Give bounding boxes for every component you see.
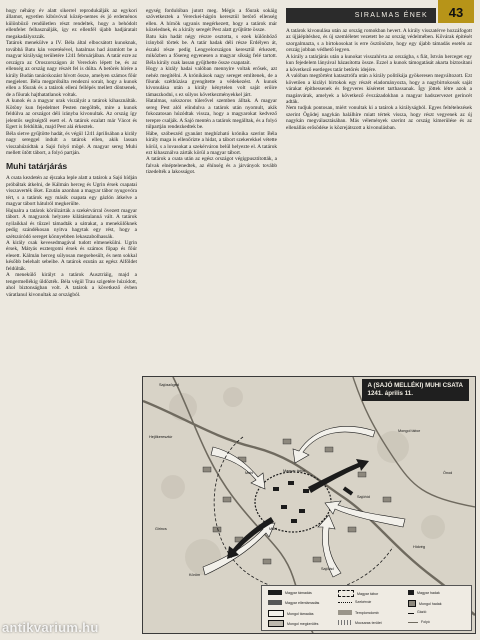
section-heading: Muhi tatárjárás (6, 161, 68, 172)
legend-item: Magyar ellentámadás (268, 600, 319, 605)
col2-paragraph: A tatárok a csata után az egész országot végigpusztították, a falvak elnéptelenedtek, az éhínség és a járványok tovább tizedelték a lakosságot. (146, 156, 277, 176)
col2-paragraph: egység fordulóban jutott meg. Mégis a főurak sokáig szövetkeztek a Vereckei-hágón keresztül betörő ellenség ellen. A hírnök ugyanis megérkezett, hogy a tatárok már közelednek, és a király seregét Pest alatt gyűjtötte össze. (146, 8, 277, 34)
legend-symbol (268, 620, 284, 627)
col1-paragraph: Hajnalra a tatárok körülzárták a szekérvárral övezett magyar tábort. A magyarok helyzete kilátástalanná vált. A tatárok nyilaikkal és tűzzel támadták a sátrakat, a menekülőknek pedig szándékosan nyitva hagytak egy rést, hogy a szétszóródó sereget könnyebben lekaszabolhassák. (6, 207, 137, 240)
place-label: Magyar tábor (283, 469, 306, 473)
col3-paragraph: A tatárok kivonulása után az ország romokban hevert. A király visszatérve hozzáfogott az újjáépítéshez, és új szemléletet vezetett be az ország védelmében. Kővárak építését szorgalmazta, s a birtokosokat is erre ösztönözte, hogy egy újabb támadás esetén az ország jobban védhető legyen. (286, 28, 472, 54)
col1-paragraph: Béla sietve gyűjtötte hadát, és végül 1241 áprilisában a király nagy sereggel indult a tatárok ellen, akik lassan visszahúzódtak a Sajó folyó mögé. A magyar sereg Muhi mellett ütött tábort, a folyó partján. (6, 130, 137, 156)
col1-paragraph: A csata kezdetén az éjszaka leple alatt a tatárok a Sajó hídján próbáltak átkelni, de Kálmán herceg és Ugrin érsek csapatai visszaverték őket. Ezután azonban a magyar tábor nyugovóra tért, s a tatárok egy másik csapata egy gázlón átkelve a magyar tábort hátulról megkerülte. (6, 175, 137, 208)
place-label: Sajólád (321, 567, 334, 571)
place-label: Ónod (443, 471, 453, 475)
legend-symbol (268, 600, 282, 605)
legend-symbol (408, 590, 414, 595)
place-label: Sajószöged (159, 383, 179, 387)
col1-paragraph: A kunok és a magyar urak viszályát a tatárok kihasználták. Kötöny kun fejedelmet Pesten megölték, mire a kunok feldúlva az országot déli irányba kivonultak. Az ország így jelentős segítségtől esett el. A tatárok ezalatt már Vácot és Egert is feldúlták, majd Pest alá érkeztek. (6, 98, 137, 131)
col1-paragraph: Tatárok menekülve a IV. Béla által elbocsátott kunoknak, továbbá Batu kán vezetésével, hatalmas had áramlott be a magyar királyság területére 1241 februárjában. A tatár ezre az országra az Oroszországon át Vereckén lépett be, és az ellenség az ország nagy részét fel is dúlta. A betörés hírére a király Budán tanácskozást hívott össze, amelyen számos főúr megjelent. Béla megpróbálta rendezni sorait, hogy a kunok ellen a főurak és a tatárok elleni fellépés mellett döntsenek, de a főurak hajthatatlanok voltak. (6, 40, 137, 98)
map-title-line1: A (SAJÓ MELLÉKI) MUHI CSATA (367, 382, 463, 389)
legend-symbol (338, 590, 354, 597)
col3-paragraph: A valóban megtörtént katasztrófa után a király politikája gyökeresen megváltozott. Ezt követően a királyi birtokok egy részét eladományozta, hogy a nagybirtokosok saját várakat építhessenek és fegyveres kíséretet tarthassanak. Így jöttek létre azok a magánvárak, amelyek a következő évszázadokban a magyar hadszervezet gerincét adták. (286, 73, 472, 105)
map-title-line2: 1241. április 11. (367, 390, 413, 397)
legend-symbol (338, 610, 352, 615)
page-number: 43 (438, 0, 474, 23)
col3-paragraph: A király a tatárjárás után a kunokat visszahívta az országba, s fiát, István herceget egy kun fejedelem lányával házasította össze. Ezzel a kunok támogatását akarta biztosítani a következő esetleges tatár betörés idejére. (286, 53, 472, 73)
legend-item: Mocsaras terület (338, 620, 382, 625)
text-column-2 (146, 8, 277, 374)
legend-symbol (408, 600, 416, 607)
legend-item: Magyar tábor (338, 590, 378, 597)
legend-item: Folyó (408, 620, 430, 624)
legend-symbol (408, 611, 414, 614)
col2-paragraph: Hábe, szóbeszéd gyanánt megbízható krónika szerint Béla király maga is ellenőrizte a hidat, a tábort szekerekkel vétette körül, s a lovasokat a szekérváron belül helyezte el. A tatárok ezt kihasználva zárták körül a magyar tábort. (146, 130, 277, 156)
legend-item: Mongol támadás (268, 610, 314, 617)
legend-symbol (268, 590, 282, 595)
col1-paragraph: A király csak kevesedmagával tudott elmenekülni. Ugrin érsek, Mátyás esztergomi érsek és számos főpap és főúr elesett. Kálmán herceg súlyosan megsebesült, és nem sokkal később belehalt sebeibe. A tatárok ezután az egész Alföldet feldúlták. (6, 239, 137, 272)
legend-item: Magyar hadak (408, 590, 440, 595)
col2-paragraph: Hatalmas, sokszoros túlerővel szemben álltak. A magyar sereg Pest alól elindulva a tatárok után nyomult, akik fokozatosan húzódtak vissza, hogy a magyarokat kedvező terepre csalják. A Sajó mentén a tatárok megálltak, és a folyó túlpartján rendezkedtek be. (146, 98, 277, 131)
place-label: Hejőkeresztúr (149, 435, 173, 439)
legend-item: Mongol hadak (408, 600, 442, 607)
col1-paragraph: A menekülő királyt a tatárok Ausztriáig, majd a tengermellékig üldözték. Béla végül Trau szigetére húzódott, ahol biztonságban volt. A tatárok a következő évben váratlanul kivonultak az országból. (6, 272, 137, 298)
legend-symbol (268, 610, 284, 617)
battle-map (142, 376, 476, 634)
legend-item: Magyar támadás (268, 590, 312, 595)
place-label: Mohi (245, 471, 254, 475)
col2-paragraph: Batu kán hadát négy részre osztotta, s ezek különböző irányból törtek be. A tatár hadak déli része Erdélyen át, északi része pedig Lengyelországon keresztül érkezett, miközben a fősereg egyenesen a magyar síkság felé tartott. Béla király csak lassan gyűjthette össze csapatait. (146, 33, 277, 66)
legend-symbol (338, 620, 352, 625)
legend-item: Gázló (408, 610, 426, 614)
text-column-3 (286, 8, 472, 374)
text-column-1 (6, 8, 137, 630)
col1-paragraph: hogy néhány év alatt sikerrel reprodukálják az egykori államot, egyetlen kibúvóval közép-nemes és jó erdeménos különböző rendületlen részt rendeltek, hogy a behódolt ellenfelet felhasználják, így ez ellenfél újabb hadjáratait megakadályozzák. (6, 8, 137, 40)
section-header: SIRALMAS ÉNEK (286, 8, 436, 23)
legend-item: Mongol megkerülés (268, 620, 318, 627)
place-label: Sajóhíd (357, 495, 370, 499)
map-title (362, 379, 469, 401)
place-label: Muhi (269, 527, 278, 531)
legend-symbol (408, 622, 418, 623)
col2-paragraph: Hogy a király hadai valóban mennyire voltak erősek, azt nehéz megítélni. A krónikások nagy sereget említenek, de a főurak széthúzása gyengítette a védekezést. A kunok kivonulása után a király kénytelen volt saját erőire támaszkodni, s ez súlyos következményekkel járt. (146, 66, 277, 98)
watermark: antikvarium.hu (2, 620, 99, 635)
map-legend (261, 585, 472, 631)
legend-item: Templomdomb (338, 610, 379, 615)
place-label: Hídvég (413, 545, 426, 549)
col3-paragraph: Nem tudjuk pontosan, miért vonultak ki a tatárok a királyságból. Egyes feltételezések szerint Ögödej nagykán halálhíre miatt tértek vissza, hogy részt vegyenek az új nagykán megválasztásában. Más vélemények szerint az ország kimerülése és az ellenállás erősödése is közrejátszott a kivonulásban. (286, 105, 472, 131)
legend-item: Szekérvár (338, 600, 371, 604)
legend-symbol (338, 602, 352, 603)
place-label: Köröm (189, 573, 201, 577)
place-label: Girincs (155, 527, 167, 531)
place-label: Mongol tábor (398, 429, 421, 433)
